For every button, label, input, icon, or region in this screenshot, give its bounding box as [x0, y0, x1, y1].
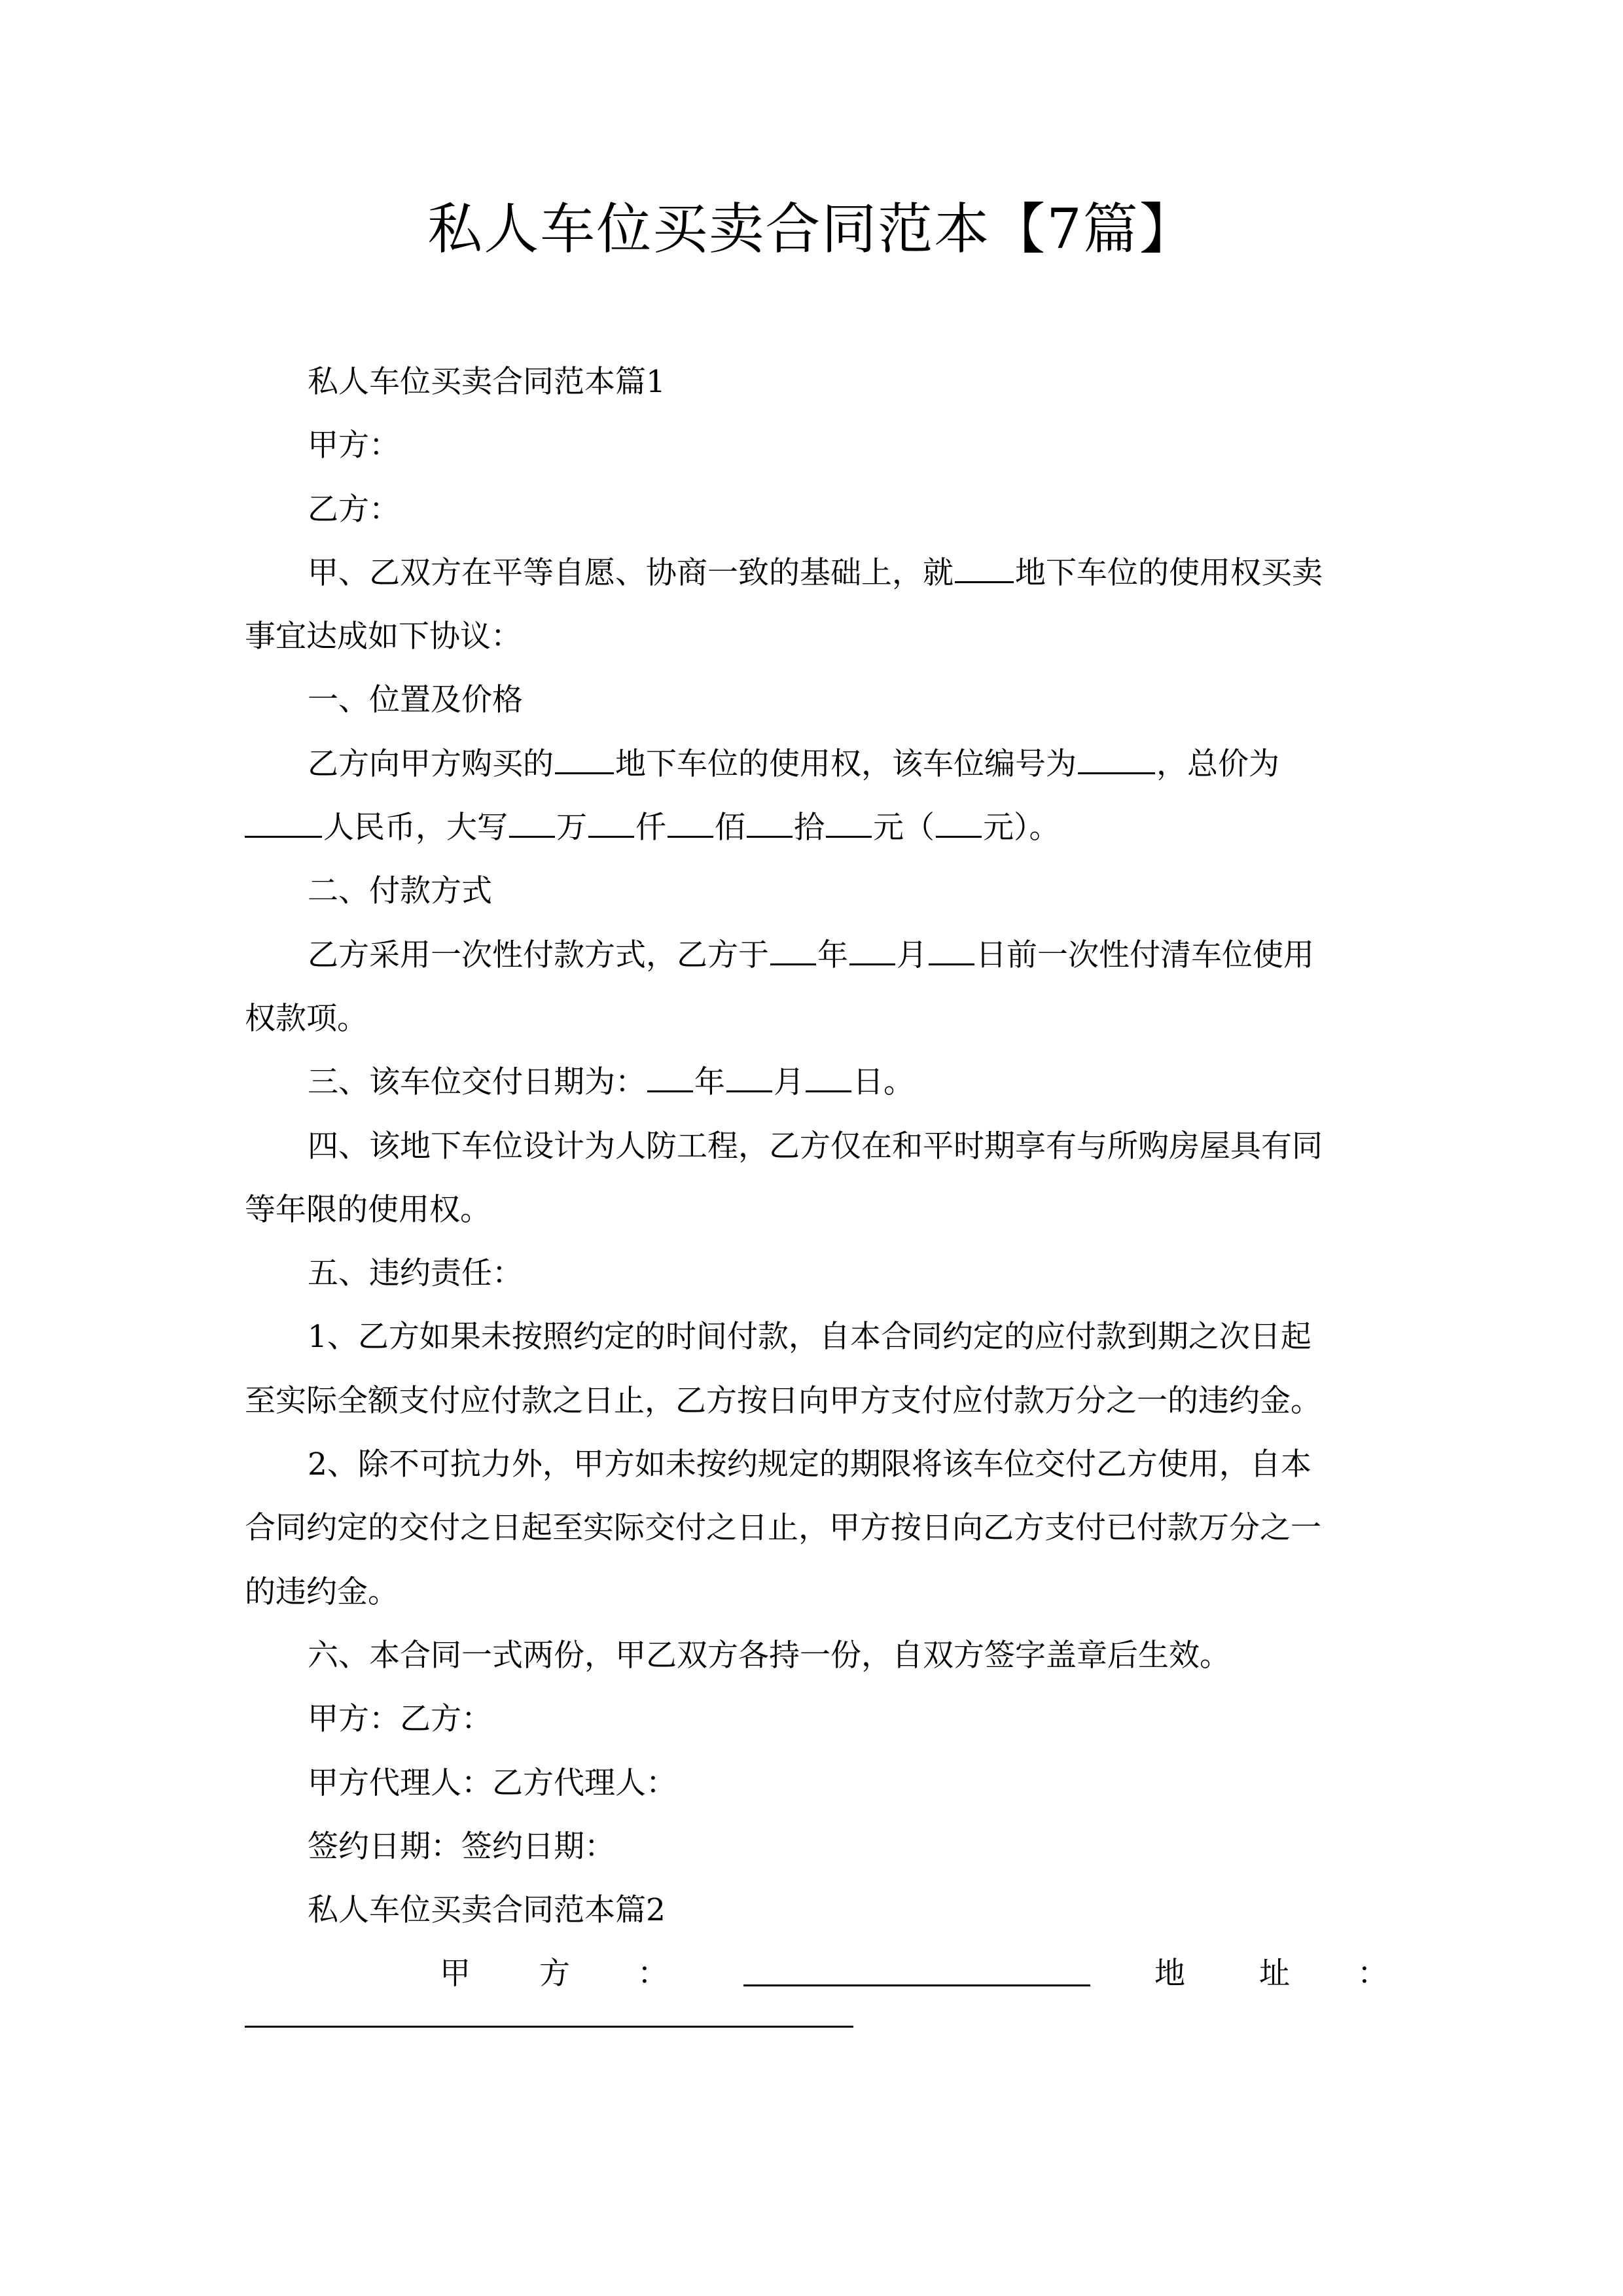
- document-body: [245, 350, 1390, 2070]
- shi-blank[interactable]: [747, 806, 793, 838]
- total-price-blank[interactable]: [245, 806, 322, 838]
- wan-blank[interactable]: [509, 806, 555, 838]
- month-label: 月: [774, 1064, 804, 1101]
- clause-1-text-b: 地下车位的使用权，该车位编号为: [615, 745, 1077, 782]
- intro-text-2: 地下车位的使用权买卖: [1015, 554, 1323, 591]
- day-label: 日。: [853, 1064, 914, 1101]
- clause-2-text-a: 乙方采用一次性付款方式，乙方于: [308, 937, 769, 973]
- payment-day-blank[interactable]: [929, 934, 974, 965]
- intro-continuation: 事宜达成如下协议：: [245, 619, 522, 655]
- yuan-blank[interactable]: [826, 806, 872, 838]
- party-a-colon: ：: [637, 1956, 668, 1992]
- document-title: 私人车位买卖合同范本【7篇】: [427, 197, 1196, 261]
- year-label: 年: [694, 1064, 725, 1101]
- clause-3: [245, 1050, 1390, 1114]
- payment-year-blank[interactable]: [770, 934, 816, 965]
- address-colon: ：: [1357, 1956, 1388, 1992]
- year-label: 年: [817, 937, 848, 973]
- clause-1-line-1: [245, 732, 1390, 796]
- address-fill-row: [245, 2006, 1390, 2070]
- shi-label: 拾: [794, 810, 825, 846]
- clause-1-heading: 一、位置及价格: [308, 682, 523, 719]
- clause-2-line-1: [245, 924, 1390, 987]
- clause-1-text-a: 乙方向甲方购买的: [308, 745, 554, 782]
- clause-5-item-2-line-2: 合同约定的交付之日起至实际交付之日止，甲方按日向乙方支付已付款万分之一: [245, 1510, 1321, 1547]
- clause-2-continuation: 权款项。: [245, 1000, 368, 1037]
- space-number-blank[interactable]: [1078, 743, 1155, 774]
- yuan-end-label: 元）。: [983, 810, 1060, 846]
- clause-1-text-c: ，总价为: [1156, 745, 1279, 782]
- party-a-fill-line[interactable]: [743, 1984, 1090, 1986]
- address-char-2: 址: [1259, 1956, 1290, 1992]
- yuan-figure-blank[interactable]: [936, 806, 982, 838]
- signature-parties: 甲方：乙方：: [308, 1701, 492, 1738]
- yuan-label: 元（: [873, 810, 935, 846]
- clause-6: 六、本合同一式两份，甲乙双方各持一份，自双方签字盖章后生效。: [308, 1637, 1230, 1674]
- intro-text-1: 甲、乙双方在平等自愿、协商一致的基础上，就: [308, 554, 954, 591]
- party-a-char-1: 甲: [440, 1956, 471, 1992]
- clause-2-heading: 二、付款方式: [308, 873, 492, 910]
- clause-5-heading: 五、违约责任：: [308, 1255, 523, 1292]
- delivery-month-blank[interactable]: [726, 1062, 772, 1093]
- address-fill-line[interactable]: [245, 2026, 853, 2028]
- location-blank[interactable]: [955, 552, 1014, 583]
- clause-5-item-2-line-1: 2、除不可抗力外，甲方如未按约规定的期限将该车位交付乙方使用，自本: [308, 1446, 1311, 1483]
- intro-paragraph: [245, 541, 1390, 605]
- delivery-day-blank[interactable]: [806, 1062, 851, 1093]
- clause-5-item-1-line-1: 1、乙方如果未按照约定的时间付款，自本合同约定的应付款到期之次日起: [308, 1319, 1311, 1355]
- location-blank[interactable]: [555, 743, 614, 774]
- section-heading: 私人车位买卖合同范本篇1: [308, 364, 666, 400]
- clause-4-line-1: 四、该地下车位设计为人防工程，乙方仅在和平时期享有与所购房屋具有同: [308, 1128, 1323, 1164]
- signature-dates: 签约日期：签约日期：: [308, 1828, 615, 1865]
- clause-4-line-2: 等年限的使用权。: [245, 1191, 491, 1228]
- party-a-label: 甲方：: [308, 427, 400, 464]
- bai-blank[interactable]: [668, 806, 713, 838]
- month-label: 月: [897, 937, 927, 973]
- payment-month-blank[interactable]: [849, 934, 895, 965]
- delivery-year-blank[interactable]: [647, 1062, 693, 1093]
- clause-1-line-2: [245, 796, 1390, 859]
- party-b-label: 乙方：: [308, 491, 400, 528]
- clause-2-text-b: 日前一次性付清车位使用: [976, 937, 1314, 973]
- bai-label: 佰: [715, 810, 745, 846]
- party-a-char-2: 方: [539, 1956, 570, 1992]
- qian-label: 仟: [635, 810, 666, 846]
- clause-3-text: 三、该车位交付日期为：: [308, 1064, 646, 1101]
- section-2-heading: 私人车位买卖合同范本篇2: [308, 1892, 666, 1929]
- clause-5-item-1-line-2: 至实际全额支付应付款之日止，乙方按日向甲方支付应付款万分之一的违约金。: [245, 1382, 1321, 1419]
- rmb-text: 人民币，大写: [323, 810, 508, 846]
- section-2-party-row: [245, 1942, 1390, 2005]
- signature-agents: 甲方代理人：乙方代理人：: [308, 1765, 677, 1801]
- qian-blank[interactable]: [588, 806, 634, 838]
- wan-label: 万: [556, 810, 587, 846]
- clause-5-item-2-line-3: 的违约金。: [245, 1573, 399, 1610]
- address-char-1: 地: [1154, 1956, 1185, 1992]
